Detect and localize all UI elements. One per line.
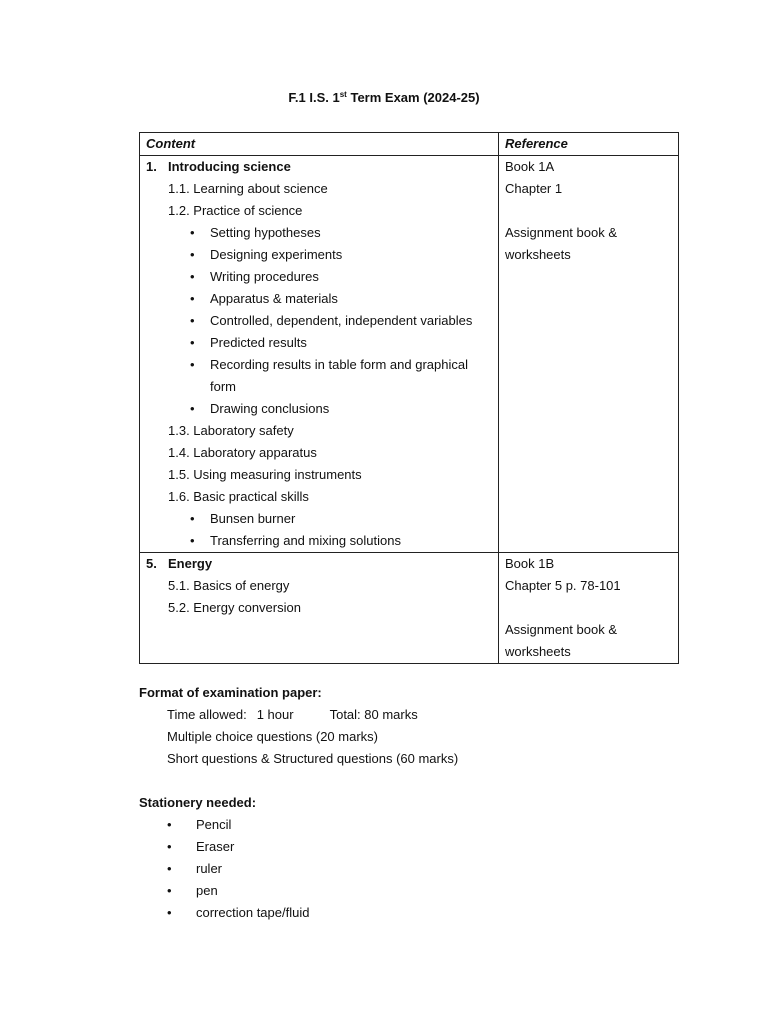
syllabus-table	[139, 132, 679, 664]
subtopic: 1.1. Learning about science	[168, 181, 328, 196]
format-heading: Format of examination paper:	[139, 685, 322, 700]
time-value: 1 hour	[256, 707, 294, 722]
section-heading: 1. Introducing science	[146, 159, 291, 174]
subtopic: 5.2. Energy conversion	[168, 600, 301, 615]
list-item: • Setting hypotheses	[190, 225, 321, 240]
stationery-heading: Stationery needed:	[139, 795, 257, 810]
list-item: • Drawing conclusions	[190, 401, 330, 416]
subtopic: 1.6. Basic practical skills	[168, 489, 309, 504]
list-item: • Writing procedures	[190, 269, 319, 284]
section-5-reference	[499, 553, 679, 664]
time-label: Time allowed:	[167, 707, 247, 722]
reference-book: Book 1B	[505, 556, 555, 571]
table-row	[140, 156, 679, 553]
table-header-row	[140, 133, 679, 156]
list-item: • Recording results in table form and graphical form	[190, 357, 468, 394]
list-item: • Predicted results	[190, 335, 307, 350]
reference-assignment-cont: worksheets	[505, 644, 571, 659]
total-marks: Total: 80 marks	[329, 707, 418, 722]
reference-chapter: Chapter 1	[505, 181, 563, 196]
list-item: • Bunsen burner	[190, 511, 296, 526]
section-heading: 5. Energy	[146, 556, 213, 571]
section-1-reference	[499, 156, 679, 553]
list-item: • Designing experiments	[190, 247, 343, 262]
page-title: F.1 I.S. 1st Term Exam (2024-25)	[288, 90, 480, 105]
subtopic: 1.4. Laboratory apparatus	[168, 445, 317, 460]
section-1-content	[140, 156, 499, 553]
subtopic: 5.1. Basics of energy	[168, 578, 290, 593]
list-item: • Transferring and mixing solutions	[190, 533, 401, 548]
list-item: • Apparatus & materials	[190, 291, 338, 306]
list-item: • Controlled, dependent, independent variables	[190, 313, 473, 328]
reference-assignment: Assignment book &	[505, 225, 618, 240]
reference-assignment: Assignment book &	[505, 622, 618, 637]
reference-assignment-cont: worksheets	[505, 247, 571, 262]
reference-chapter: Chapter 5 p. 78-101	[505, 578, 621, 593]
subtopic: 1.5. Using measuring instruments	[168, 467, 362, 482]
subtopic: 1.3. Laboratory safety	[168, 423, 294, 438]
time-allowed-line	[167, 704, 418, 726]
subtopic: 1.2. Practice of science	[168, 203, 303, 218]
reference-book: Book 1A	[505, 159, 555, 174]
section-5-content	[140, 553, 499, 664]
sq-line: Short questions & Structured questions (60 marks)	[167, 751, 459, 766]
table-row	[140, 553, 679, 664]
header-reference: Reference	[499, 133, 679, 156]
mc-line: Multiple choice questions (20 marks)	[167, 729, 378, 744]
header-content: Content	[140, 133, 499, 156]
